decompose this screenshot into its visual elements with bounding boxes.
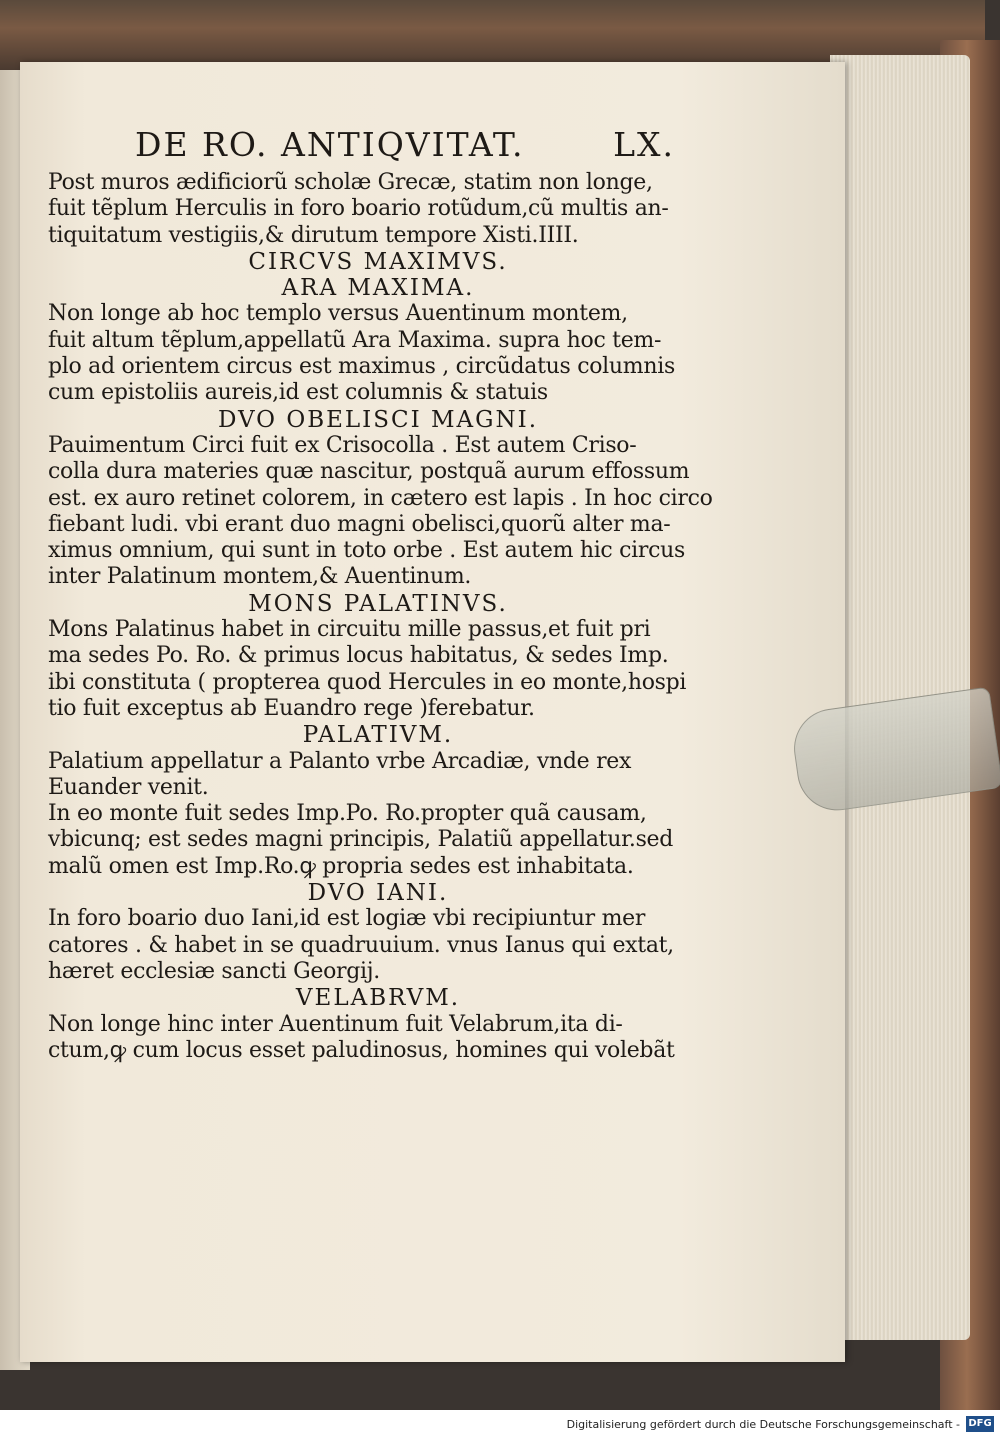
text-line: ctum,ꝙ cum locus esset paludinosus, homines qui volebãt	[48, 1037, 675, 1063]
running-title: DE RO. ANTIQVITAT.	[135, 125, 525, 164]
text-line: ximus omnium, qui sunt in toto orbe . Est autem hic circus	[48, 538, 685, 564]
text-line: catores . & habet in se quadruuium. vnus Ianus qui extat,	[48, 932, 674, 958]
text-line: inter Palatinum montem,& Auentinum.	[48, 564, 472, 590]
section-heading: DVO IANI.	[307, 880, 449, 907]
text-line: plo ad orientem circus est maximus , circũdatus columnis	[48, 354, 675, 380]
text-line: Euander venit.	[48, 774, 209, 800]
text-line: Mons Palatinus habet in circuitu mille passus,et fuit pri	[48, 617, 651, 643]
text-line: cum epistoliis aureis,id est columnis & statuis	[48, 380, 548, 406]
text-line: ibi constituta ( propterea quod Hercules in eo monte,hospi	[48, 669, 687, 695]
text-line: Palatium appellatur a Palanto vrbe Arcadiæ, vnde rex	[48, 748, 632, 774]
dfg-logo: DFG	[966, 1416, 994, 1432]
text-line: tiquitatum vestigiis,& dirutum tempore Xisti.IIII.	[48, 222, 579, 248]
section-heading: DVO OBELISCI MAGNI.	[217, 406, 539, 433]
text-line: Pauimentum Circi fuit ex Crisocolla . Est autem Criso-	[48, 432, 637, 458]
text-line: fuit tẽplum Herculis in foro boario rotũdum,cũ multis an-	[48, 196, 669, 222]
running-header	[135, 125, 675, 171]
section-heading: MONS PALATINVS.	[248, 590, 508, 617]
text-line: est. ex auro retinet colorem, in cætero est lapis . In hoc circo	[48, 485, 713, 511]
text-line: colla dura materies quæ nascitur, postquã aurum effossum	[48, 459, 690, 485]
page-text	[48, 170, 713, 1064]
funding-credit: Digitalisierung gefördert durch die Deutsche Forschungsgemeinschaft -	[566, 1418, 960, 1431]
section-heading: PALATIVM.	[302, 722, 454, 749]
text-line: Non longe ab hoc templo versus Auentinum montem,	[48, 301, 628, 327]
text-line: malũ omen est Imp.Ro.ꝙ propria sedes est inhabitata.	[48, 853, 634, 879]
text-line: ma sedes Po. Ro. & primus locus habitatus, & sedes Imp.	[48, 643, 669, 669]
section-heading: CIRCVS MAXIMVS.	[248, 248, 508, 275]
text-line: hæret ecclesiæ sancti Georgij.	[48, 958, 380, 984]
text-line: tio fuit exceptus ab Euandro rege )ferebatur.	[48, 695, 535, 721]
text-line: vbicunq; est sedes magni principis, Palatiũ appellatur.sed	[48, 827, 674, 853]
text-line: In eo monte fuit sedes Imp.Po. Ro.propter quã causam,	[48, 801, 647, 827]
text-line: Post muros ædificiorũ scholæ Grecæ, statim non longe,	[48, 170, 653, 195]
footer-bar	[0, 1410, 1000, 1439]
text-line: fiebant ludi. vbi erant duo magni obelisci,quorũ alter ma-	[48, 511, 671, 537]
text-line: In foro boario duo Iani,id est logiæ vbi recipiuntur mer	[48, 906, 646, 932]
section-heading: VELABRVM.	[295, 985, 461, 1012]
text-line: Non longe hinc inter Auentinum fuit Velabrum,ita di-	[48, 1011, 623, 1037]
section-heading: ARA MAXIMA.	[281, 275, 475, 302]
folio-number: LX.	[613, 125, 675, 164]
text-line: fuit altum tẽplum,appellatũ Ara Maxima. supra hoc tem-	[48, 327, 662, 353]
